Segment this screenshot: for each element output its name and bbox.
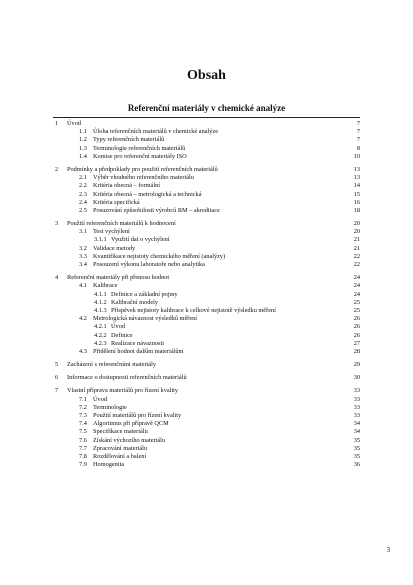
- toc-section[interactable]: [53, 261, 360, 269]
- toc-entry-page: 7: [356, 128, 360, 136]
- toc-entry-title: Příspěvek nejistoty kalibrace k celkové nejistotě výsledku měření: [111, 306, 276, 314]
- toc-entry-page: 21: [353, 236, 360, 244]
- toc-entry-page: 20: [353, 220, 360, 228]
- toc-entry-page: 24: [353, 290, 360, 298]
- toc-entry-page: 24: [353, 274, 360, 282]
- toc-entry-page: 30: [353, 374, 360, 382]
- toc-section[interactable]: [53, 396, 360, 404]
- toc-entry-page: 22: [353, 252, 360, 260]
- toc-subsection[interactable]: [53, 299, 360, 307]
- toc-section[interactable]: [53, 153, 360, 161]
- toc-entry-number: 2.3: [79, 190, 87, 198]
- toc-entry-title: Terminologie referenčních materiálů: [93, 144, 186, 152]
- toc-entry-page: 35: [353, 444, 360, 452]
- toc-entry-number: 4.1.2: [94, 298, 107, 306]
- toc-entry-title: Kritéria obecná – metrologická a technická: [93, 190, 202, 198]
- toc-entry-title: Terminologie: [93, 403, 127, 411]
- toc-subsection[interactable]: [53, 323, 360, 331]
- toc-section[interactable]: [53, 445, 360, 453]
- toc-section[interactable]: [53, 191, 360, 199]
- toc-entry-page: 25: [353, 298, 360, 306]
- toc-section[interactable]: [53, 348, 360, 356]
- toc-entry-page: 22: [353, 261, 360, 268]
- toc-entry-page: 27: [353, 339, 360, 347]
- toc-entry-number: 2.5: [79, 206, 87, 214]
- toc-entry-page: 20: [353, 228, 360, 236]
- toc-entry-number: 2: [55, 165, 59, 173]
- toc-chapter[interactable]: [53, 120, 360, 128]
- toc-entry-title: Algoritmus při přípravě QCM: [93, 420, 169, 428]
- toc-entry-number: 7.6: [79, 436, 87, 444]
- toc-section[interactable]: [53, 136, 360, 144]
- toc-entry-number: 3.2: [79, 244, 87, 252]
- toc-entry-title: Homogenita: [93, 461, 125, 469]
- toc-entry-page: 36: [353, 461, 360, 469]
- toc-entry-title: Typy referenčních materiálů: [93, 136, 165, 144]
- toc-section[interactable]: [53, 228, 360, 236]
- toc-entry-number: 1.2: [79, 136, 87, 144]
- toc-entry-title: Vlastní příprava materiálů pro řízení kvality: [67, 387, 179, 395]
- toc-section[interactable]: [53, 404, 360, 412]
- toc-entry-number: 4.2.2: [94, 331, 107, 339]
- toc-entry-page: 14: [353, 182, 360, 190]
- toc-section[interactable]: [53, 437, 360, 445]
- toc-section[interactable]: [53, 253, 360, 261]
- toc-section[interactable]: [53, 128, 360, 136]
- toc-section[interactable]: [53, 282, 360, 290]
- toc-entry-page: 24: [353, 282, 360, 290]
- toc-entry-title: Kritéria specifická: [93, 198, 140, 206]
- toc-entry-title: Použití materiálů pro řízení kvality: [93, 412, 182, 419]
- toc-entry-number: 6: [55, 374, 59, 382]
- toc-subsection[interactable]: [53, 307, 360, 315]
- toc-entry-title: Úvod: [111, 323, 125, 331]
- toc-section[interactable]: [53, 199, 360, 207]
- toc-entry-number: 7.8: [79, 452, 87, 460]
- toc-entry-page: 33: [353, 387, 360, 395]
- toc-entry-number: 7.9: [79, 461, 87, 469]
- toc-entry-number: 3: [55, 220, 59, 228]
- toc-entry-page: 7: [356, 136, 360, 144]
- toc-subsection[interactable]: [53, 340, 360, 348]
- toc-entry-title: Posuzování způsobilosti výrobců RM – akreditace: [93, 206, 220, 214]
- toc-entry-number: 5: [55, 361, 59, 369]
- toc-entry-number: 3.4: [79, 261, 87, 268]
- toc-entry-page: 16: [353, 198, 360, 206]
- toc-entry-number: 7: [55, 387, 59, 395]
- toc-entry-title: Výběr vhodného referenčního materiálu: [93, 174, 194, 182]
- toc-entry-page: 35: [353, 452, 360, 460]
- toc-chapter[interactable]: [53, 274, 360, 282]
- toc-subsection[interactable]: [53, 291, 360, 299]
- toc-entry-number: 3.1: [79, 228, 87, 236]
- toc-entry-page: 25: [353, 306, 360, 314]
- toc-entry-number: 4.2.1: [94, 323, 107, 331]
- toc-entry-number: 3.3: [79, 252, 87, 260]
- toc-entry-page: 26: [353, 331, 360, 339]
- toc-entry-title: Zpracování materiálu: [93, 444, 148, 452]
- toc-entry-page: 33: [353, 412, 360, 419]
- toc-entry-number: 3.1.1: [94, 236, 107, 244]
- toc-entry-page: 21: [353, 244, 360, 252]
- toc-entry-number: 4.2: [79, 315, 87, 323]
- toc-entry-title: Kritéria obecná – formální: [93, 182, 160, 190]
- toc-entry-page: 34: [353, 428, 360, 436]
- toc-chapter[interactable]: [53, 374, 360, 382]
- toc-entry-title: Kalibrační modely: [111, 298, 159, 306]
- toc-chapter[interactable]: [53, 220, 360, 228]
- toc-entry-title: Posouzení výkonu laboratoře nebo analytika: [93, 261, 205, 268]
- toc-entry-title: Úvod: [93, 395, 107, 403]
- toc-subsection[interactable]: [53, 236, 360, 244]
- toc-entry-page: 7: [356, 120, 360, 127]
- title-rule: [53, 117, 360, 118]
- page-title: Obsah: [187, 68, 226, 83]
- toc-entry-number: 4.1: [79, 282, 87, 290]
- toc-entry-title: Metrologická návaznost výsledků měření: [93, 315, 198, 323]
- toc-entry-number: 4.1.1: [94, 290, 107, 298]
- toc-entry-title: Použití referenčních materiálů k hodnocení: [67, 220, 176, 228]
- toc-entry-number: 1.3: [79, 144, 87, 152]
- toc-section[interactable]: [53, 412, 360, 420]
- toc-section[interactable]: [53, 453, 360, 461]
- toc-entry-title: Referenční materiály při přenosu hodnot: [67, 274, 170, 282]
- toc-entry-page: 28: [353, 347, 360, 355]
- toc-entry-title: Informace o dostupnosti referenčních materiálů: [67, 374, 187, 382]
- toc-entry-title: Rozdělování a balení: [93, 452, 147, 460]
- toc-entry-number: 4: [55, 274, 59, 282]
- toc-section[interactable]: [53, 315, 360, 323]
- toc-entry-number: 4.3: [79, 347, 87, 355]
- toc-entry-page: 8: [356, 144, 360, 152]
- toc-entry-page: 35: [353, 436, 360, 444]
- toc-entry-title: Definice a základní pojmy: [111, 290, 178, 298]
- toc-entry-page: 10: [353, 152, 360, 160]
- toc-entry-title: Přidělení hodnot dalším materiálům: [93, 347, 184, 355]
- toc-entry-title: Využití dat o vychýlení: [111, 236, 170, 244]
- toc-entry-page: 18: [353, 206, 360, 214]
- toc-entry-page: 13: [353, 174, 360, 182]
- toc-entry-page: 26: [353, 315, 360, 323]
- toc-entry-page: 15: [353, 190, 360, 198]
- toc-entry-title: Zacházení s referenčními materiály: [67, 361, 156, 369]
- toc-entry-title: Realizace návaznosti: [111, 339, 164, 347]
- toc-section[interactable]: [53, 245, 360, 253]
- toc-subtitle: Referenční materiály v chemické analýze: [127, 103, 286, 113]
- toc-section[interactable]: [53, 207, 360, 215]
- page-number: 3: [386, 546, 390, 554]
- toc-entry-title: Test vychýlení: [93, 228, 130, 236]
- toc-entry-title: Podmínky a předpoklady pro použití referenčních materiálů: [67, 165, 218, 173]
- toc-entry-number: 7.1: [79, 395, 87, 403]
- toc-entry-page: 34: [353, 420, 360, 428]
- toc-section[interactable]: [53, 182, 360, 190]
- toc-entry-number: 7.3: [79, 412, 87, 419]
- toc-entry-title: Úvod: [67, 120, 81, 127]
- toc-entry-title: Kalibrace: [93, 282, 118, 290]
- toc-entry-title: Validace metody: [93, 244, 136, 252]
- toc-section[interactable]: [53, 145, 360, 153]
- toc-entry-page: 26: [353, 323, 360, 331]
- toc-entry-number: 1.1: [79, 128, 87, 136]
- toc-entry-number: 7.5: [79, 428, 87, 436]
- toc-entry-number: 7.4: [79, 420, 87, 428]
- toc-entry-title: Definice: [111, 331, 133, 339]
- toc-chapter[interactable]: [53, 361, 360, 369]
- toc-entry-title: Úloha referenčních materiálů v chemické analýze: [93, 128, 218, 136]
- toc-entry-number: 4.2.3: [94, 339, 107, 347]
- toc-entry-number: 7.7: [79, 444, 87, 452]
- toc-section[interactable]: [53, 461, 360, 469]
- toc-chapter[interactable]: [53, 387, 360, 395]
- toc-entry-number: 2.2: [79, 182, 87, 190]
- toc-entry-title: Komise pro referenční materiály ISO: [93, 152, 187, 160]
- toc-section[interactable]: [53, 420, 360, 428]
- toc-entry-number: 1: [55, 120, 59, 127]
- toc-entry-page: 13: [353, 165, 360, 173]
- toc-entry-title: Kvantifikace nejistoty chemického měření (analýzy): [93, 252, 226, 260]
- toc-entry-number: 1.4: [79, 152, 87, 160]
- toc-entry-title: Specifikace materiálu: [93, 428, 148, 436]
- toc-entry-page: 29: [353, 361, 360, 369]
- toc-subsection[interactable]: [53, 332, 360, 340]
- toc-entry-page: 33: [353, 395, 360, 403]
- table-of-contents: [53, 120, 360, 469]
- toc-section[interactable]: [53, 428, 360, 436]
- toc-entry-number: 4.1.3: [94, 306, 107, 314]
- toc-entry-number: 2.4: [79, 198, 87, 206]
- toc-entry-number: 2.1: [79, 174, 87, 182]
- toc-entry-title: Získání výchozího materiálu: [93, 436, 166, 444]
- toc-entry-page: 33: [353, 403, 360, 411]
- toc-chapter[interactable]: [53, 166, 360, 174]
- toc-section[interactable]: [53, 174, 360, 182]
- toc-entry-number: 7.2: [79, 403, 87, 411]
